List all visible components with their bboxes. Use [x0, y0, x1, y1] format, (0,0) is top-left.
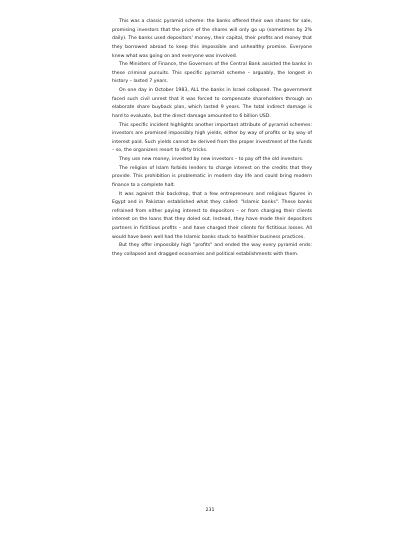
body-text	[112, 18, 312, 260]
paragraph-4: This specific incident highlights another important attribute of pyramid schemes: investors are promised impossibly high yields, either by way of profits or by way of interest paid. Such yields cannot be derived from the proper investment of the funds – so, the organizers resort to dirty tricks.	[112, 122, 312, 154]
paragraph-3: On one day in October 1983, ALL the banks in Israel collapsed. The government faced such civil unrest that it was forced to compensate shareholders through an elaborate share buyback plan, which lasted 9 years. The total indirect damage is hard to evaluate, but the direct damage amounted to 6 billion USD.	[112, 88, 312, 119]
paragraph-8: But they offer impossibly high "profits" and ended the way every pyramid ends: they collapsed and dragged economies and political establishments with them.	[112, 243, 312, 257]
paragraph-1: This was a classic pyramid scheme: the banks offered their own shares for sale, promising investors that the price of the shares will only go up (sometimes by 2% daily). The banks used depositors' money, their capital, their profits and money that they borrowed abroad to keep this impossible and unhealthy promise. Everyone knew what was going on and everyone was involved.	[112, 19, 312, 59]
paragraph-2: The Ministers of Finance, the Governors of the Central Bank assisted the banks in these criminal pursuits. This specific pyramid scheme – arguably, the longest in history – lasted 7 years.	[112, 62, 312, 85]
paragraph-7: It was against this backdrop, that a few entrepreneurs and religious figures in Egypt and in Pakistan established what they called: "Islamic banks". These banks refrained from either paying interest to depositors – or from charging their clients interest on the loans that they doled out. Instead, they have made their depositors partners in fictitious profits – and have charged their clients for fictitious losses. All would have been well had the Islamic banks stuck to healthier business practices.	[112, 191, 312, 240]
paragraph-6: The religion of Islam forbids lenders to charge interest on the credits that they provide. This prohibition is problematic in modern day life and could bring modern finance to a complete halt.	[112, 165, 312, 188]
page-number: 231	[205, 508, 215, 513]
paragraph-5: They use new money, invested by new investors – to pay off the old investors.	[119, 157, 304, 162]
